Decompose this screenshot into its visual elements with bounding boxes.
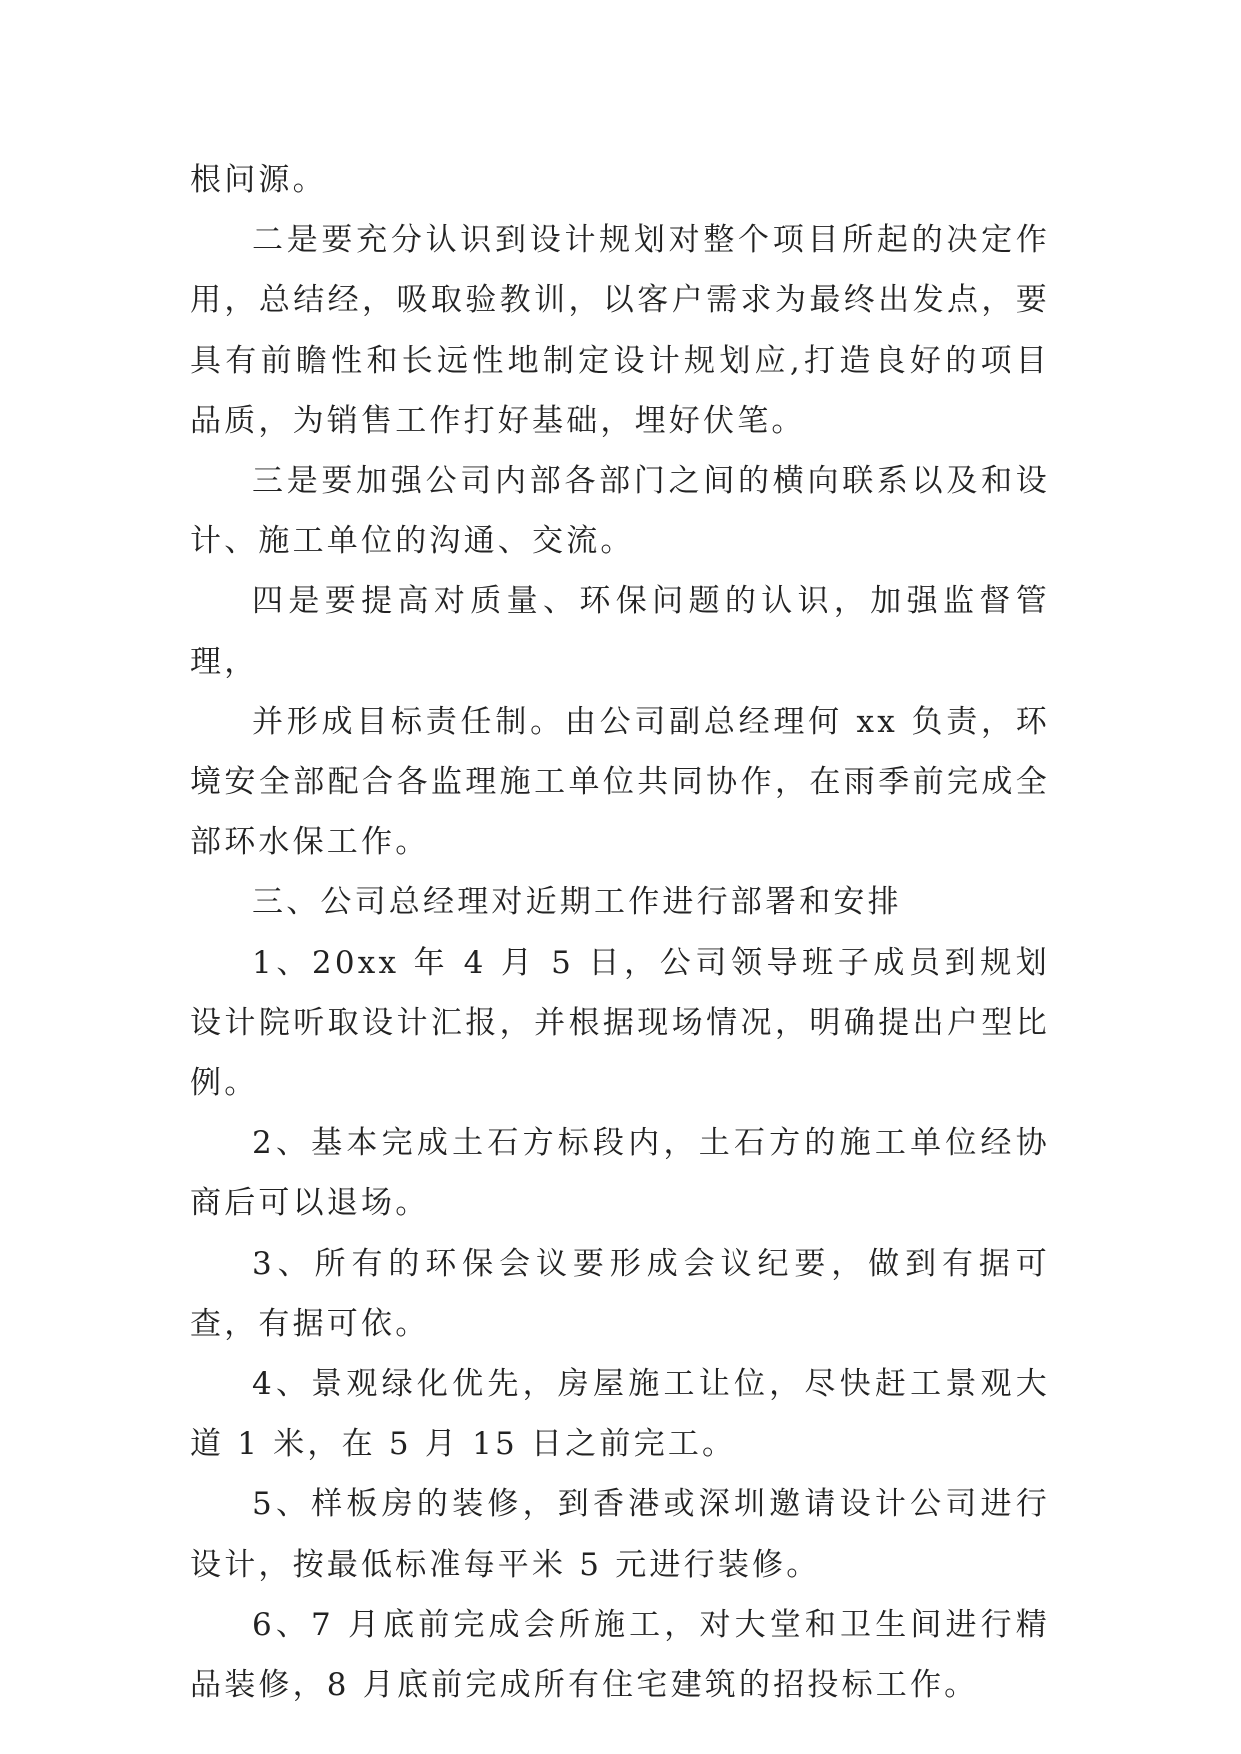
list-item-1: 1、20xx 年 4 月 5 日，公司领导班子成员到规划设计院听取设计汇报，并根据现场情况，明确提出户型比例。 [190, 944, 1050, 1102]
paragraph-2: 二是要充分认识到设计规划对整个项目所起的决定作用，总结经，吸取验教训，以客户需求为最终出发点，要具有前瞻性和长远性地制定设计规划应,打造良好的项目品质，为销售工作打好基础，埋好伏笔。 [190, 222, 1050, 439]
section-heading: 三、公司总经理对近期工作进行部署和安排 [252, 884, 902, 921]
list-item-3: 3、所有的环保会议要形成会议纪要，做到有据可查，有据可依。 [190, 1245, 1050, 1342]
paragraph-5: 并形成目标责任制。由公司副总经理何 xx 负责，环境安全部配合各监理施工单位共同协作，在雨季前完成全部环水保工作。 [190, 703, 1050, 861]
document-body [190, 150, 1050, 1715]
list-item-2: 2、基本完成土石方标段内，土石方的施工单位经协商后可以退场。 [190, 1125, 1050, 1222]
list-item-6: 6、7 月底前完成会所施工，对大堂和卫生间进行精品装修，8 月底前完成所有住宅建筑的招投标工作。 [190, 1606, 1050, 1704]
list-item-4: 4、景观绿化优先，房屋施工让位，尽快赶工景观大道 1 米，在 5 月 15 日之前完工。 [190, 1366, 1050, 1463]
paragraph-4: 四是要提高对质量、环保问题的认识，加强监督管理， [190, 583, 1050, 680]
paragraph-1: 根问源。 [190, 162, 327, 198]
paragraph-3: 三是要加强公司内部各部门之间的横向联系以及和设计、施工单位的沟通、交流。 [190, 463, 1050, 560]
list-item-5: 5、样板房的装修，到香港或深圳邀请设计公司进行设计，按最低标准每平米 5 元进行装修。 [190, 1486, 1050, 1583]
